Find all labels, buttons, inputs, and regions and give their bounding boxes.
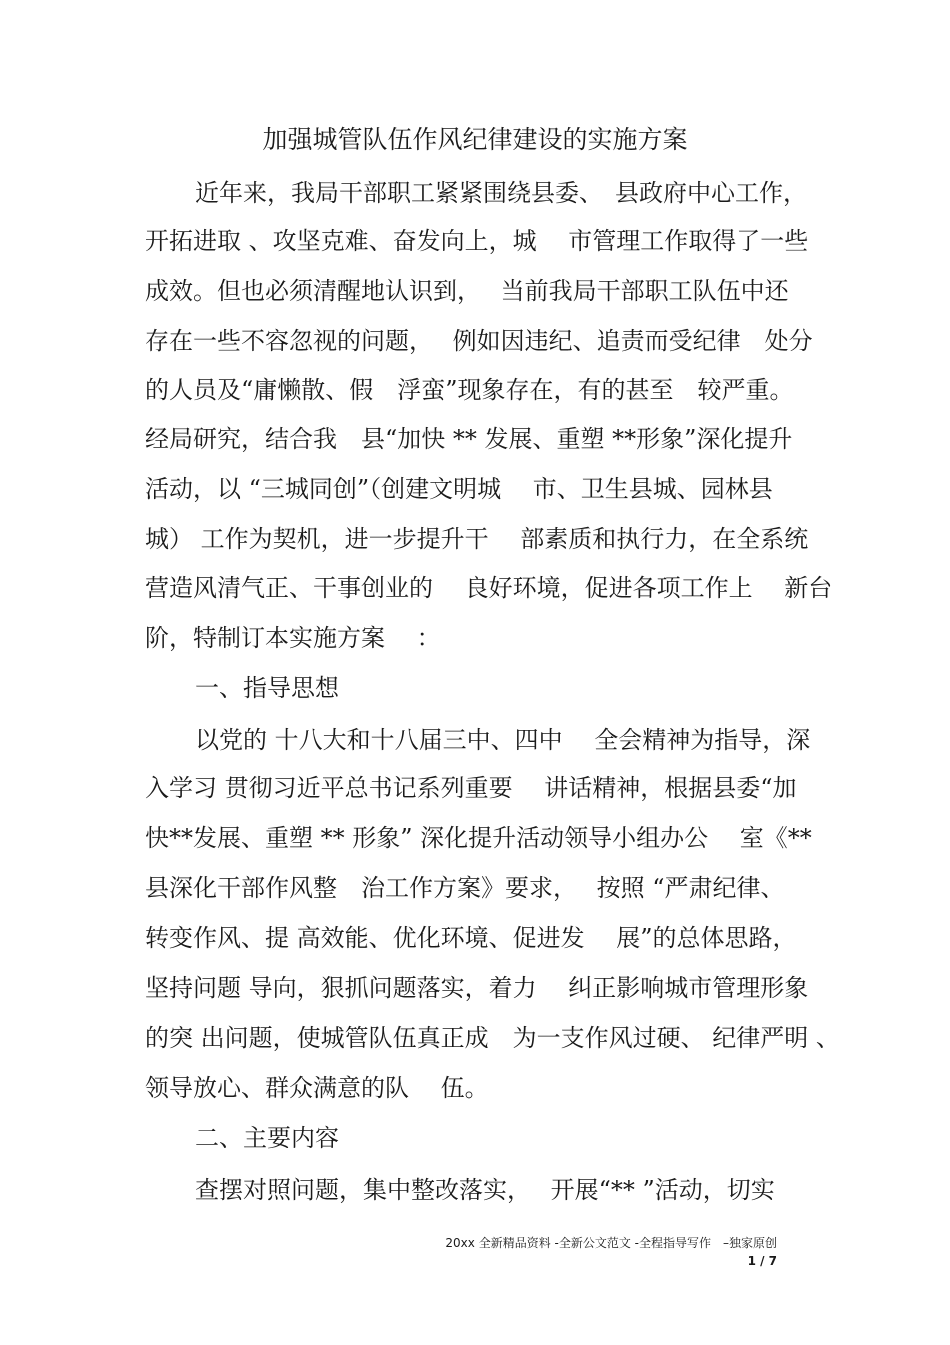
paragraph-line: 县深化干部作风整 治工作方案》要求， 按照 “严肃纪律、 [145, 874, 785, 902]
paragraph-line: 开拓进取 、攻坚克难、奋发向上，城 市管理工作取得了一些 [145, 227, 809, 255]
paragraph-line: 以党的 十八大和十八届三中、四中 全会精神为指导，深 [195, 726, 811, 754]
document-title: 加强城管队伍作风纪律建设的实施方案 [262, 125, 688, 154]
paragraph-line: 阶，特制订本实施方案 ： [145, 624, 441, 652]
paragraph-line: 领导放心、群众满意的队 伍。 [145, 1074, 489, 1102]
section-heading: 一、指导思想 [195, 674, 339, 702]
page-number: 1 / 7 [747, 1254, 777, 1268]
paragraph-line: 坚持问题 导向，狠抓问题落实，着力 纠正影响城市管理形象 [145, 974, 809, 1002]
paragraph-line: 成效。但也必须清醒地认识到， 当前我局干部职工队伍中还 [145, 277, 789, 305]
paragraph-line: 活动，以 “三城同创”（创建文明城 市、卫生县城、园林县 [145, 475, 773, 503]
section-heading: 二、主要内容 [195, 1124, 339, 1152]
paragraph-line: 经局研究，结合我 县“加快 ** 发展、重塑 **形象”深化提升 [145, 425, 793, 453]
paragraph-line: 转变作风、提 高效能、优化环境、促进发 展”的总体思路， [145, 924, 797, 952]
paragraph-line: 近年来，我局干部职工紧紧围绕县委、 县政府中心工作， [195, 179, 807, 207]
paragraph-line: 存在一些不容忽视的问题， 例如因违纪、追责而受纪律 处分 [145, 327, 813, 355]
paragraph-line: 入学习 贯彻习近平总书记系列重要 讲话精神，根据县委“加 [145, 774, 797, 802]
paragraph-line: 快**发展、重塑 ** 形象” 深化提升活动领导小组办公 室《** [145, 824, 812, 852]
footer-note: 20xx 全新精品资料 -全新公文范文 -全程指导写作 –独家原创 [445, 1236, 777, 1250]
paragraph-line: 查摆对照问题，集中整改落实， 开展“** ”活动，切实 [195, 1176, 775, 1204]
paragraph-line: 的突 出问题，使城管队伍真正成 为一支作风过硬、 纪律严明 、 [145, 1024, 840, 1052]
paragraph-line: 的人员及“庸懒散、假 浮蛮”现象存在，有的甚至 较严重。 [145, 376, 794, 404]
paragraph-line: 营造风清气正、干事创业的 良好环境，促进各项工作上 新台 [145, 574, 833, 602]
paragraph-line: 城） 工作为契机，进一步提升干 部素质和执行力，在全系统 [145, 525, 809, 553]
